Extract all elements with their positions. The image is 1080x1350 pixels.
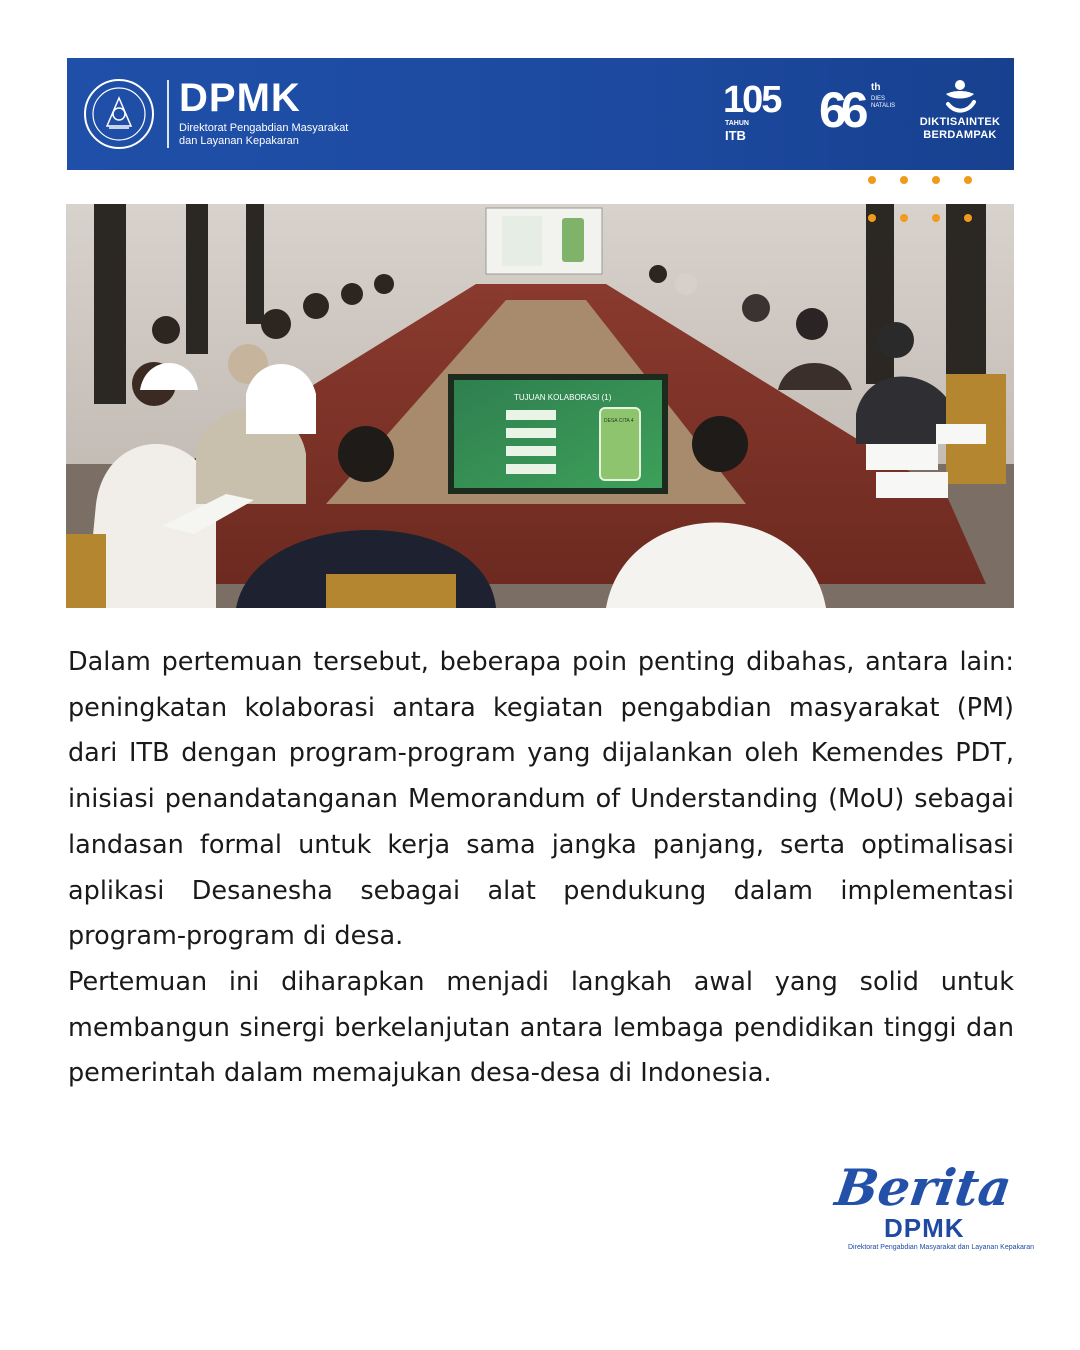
- berita-dpmk-word: DPMK: [884, 1213, 965, 1243]
- slide-title-text: TUJUAN KOLABORASI (1): [514, 393, 612, 402]
- logo-105-itb: ITB: [725, 128, 746, 143]
- accent-dots-overlay: [868, 214, 978, 224]
- berita-dpmk-logo: [831, 1158, 1035, 1268]
- logo-105-number: 105: [723, 79, 781, 121]
- brand-subtitle-line2: dan Layanan Kepakaran: [179, 135, 299, 147]
- diktisaintek-emblem-icon: [940, 78, 980, 116]
- accent-dot: [868, 176, 876, 184]
- header-divider: [167, 80, 169, 148]
- accent-dot: [964, 214, 972, 222]
- accent-dot: [964, 176, 972, 184]
- diktisaintek-line1: DIKTISAINTEK: [919, 116, 1001, 128]
- accent-dot: [900, 214, 908, 222]
- brand-title: DPMK: [179, 76, 301, 120]
- accent-dot: [900, 176, 908, 184]
- berita-script-text: Berita: [831, 1158, 1016, 1217]
- logo-105-tahun-itb: [723, 80, 795, 148]
- meeting-photo-illustration: [66, 204, 1014, 608]
- article-paragraph-1: Dalam pertemuan tersebut, beberapa poin penting dibahas, antara lain: peningkatan kolaborasi antara kegiatan pengabdian masyarakat (PM) dari ITB dengan program-program yang dijalankan oleh Kemendes PDT, inisiasi penandatanganan Memorandum of Understanding (MoU) sebagai landasan formal untuk kerja sama jangka panjang, serta optimalisasi aplikasi Desanesha sebagai alat pendukung dalam implementasi program-program di desa.: [68, 647, 1014, 952]
- accent-dots-top: [868, 176, 978, 186]
- phone-label-text: DESA CITA 4: [604, 418, 634, 424]
- logo-105-tahun: TAHUN: [725, 120, 749, 127]
- header-banner: [67, 58, 1014, 170]
- accent-dot: [932, 176, 940, 184]
- accent-dot: [868, 214, 876, 222]
- itb-seal-icon: [83, 78, 155, 150]
- logo-diktisaintek: [915, 78, 1005, 150]
- logo-66-dies: DIES NATALIS: [871, 96, 896, 109]
- diktisaintek-line2: BERDAMPAK: [923, 129, 997, 141]
- berita-dpmk-line: Direktorat Pengabdian Masyarakat dan Layanan Kepakaran: [848, 1244, 1035, 1251]
- meeting-photo: [66, 204, 1014, 608]
- article-body: [68, 640, 1014, 1097]
- accent-dot: [932, 214, 940, 222]
- article-paragraph-2: Pertemuan ini diharapkan menjadi langkah awal yang solid untuk membangun sinergi berkelanjutan antara lembaga pendidikan tinggi dan pemerintah dalam memajukan desa-desa di Indonesia.: [68, 966, 1014, 1089]
- logo-66-number: 66: [819, 82, 863, 138]
- logo-66-sup: th: [871, 82, 881, 93]
- brand-subtitle: [179, 122, 379, 148]
- brand-subtitle-line1: Direktorat Pengabdian Masyarakat: [179, 122, 349, 134]
- logo-66-dies-natalis: [819, 80, 899, 148]
